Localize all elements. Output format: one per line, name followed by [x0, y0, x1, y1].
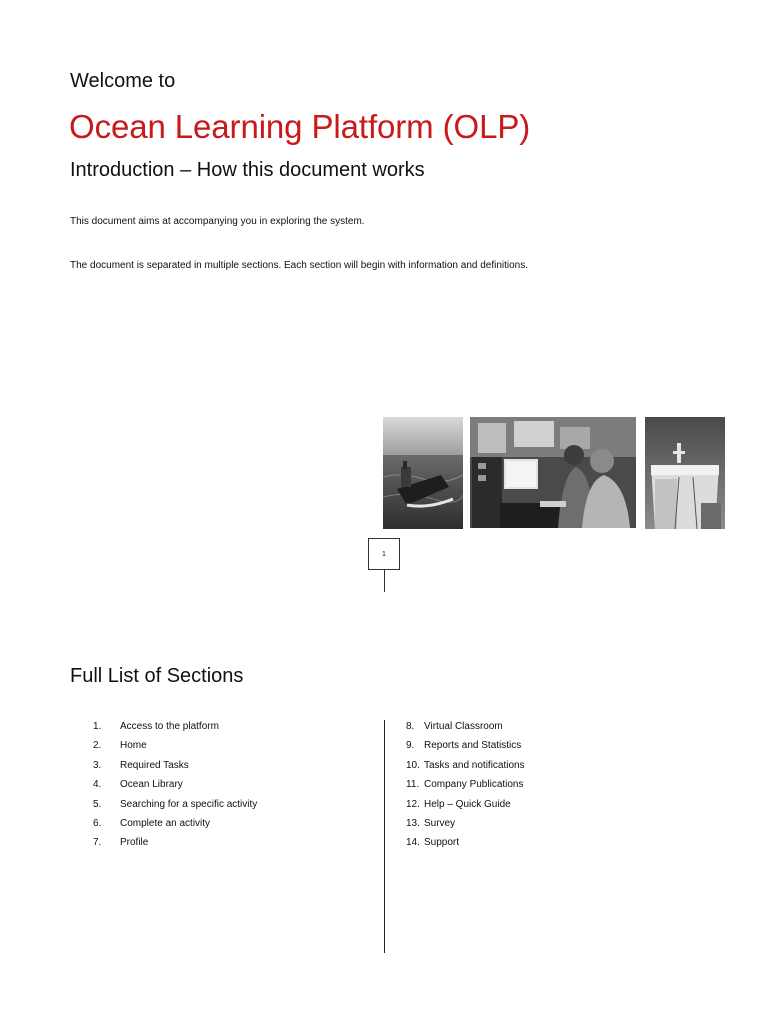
page-subtitle: Introduction – How this document works	[70, 159, 425, 181]
ship-in-port-photo	[645, 417, 725, 529]
welcome-text: Welcome to	[70, 70, 176, 92]
sections-list-right	[406, 721, 525, 857]
section-item: 2. Home	[93, 740, 147, 752]
intro-paragraph-1: This document aims at accompanying you in exploring the system.	[70, 216, 365, 227]
section-item: 12. Help – Quick Guide	[406, 798, 511, 810]
page-number-connector	[384, 570, 385, 592]
section-item: 1. Access to the platform	[93, 721, 219, 732]
section-item: 13. Survey	[406, 817, 456, 829]
column-divider	[384, 720, 385, 953]
crew-at-console-photo	[470, 417, 636, 528]
sections-heading: Full List of Sections	[70, 665, 244, 687]
section-item: 14. Support	[406, 837, 460, 849]
section-item: 9. Reports and Statistics	[406, 740, 522, 752]
section-item: 8. Virtual Classroom	[406, 721, 503, 732]
ship-at-sea-photo	[383, 417, 463, 529]
sections-list-left	[83, 721, 257, 857]
page-title: Ocean Learning Platform (OLP)	[69, 108, 531, 145]
section-item: 3. Required Tasks	[93, 759, 189, 771]
intro-paragraph-2: The document is separated in multiple sections. Each section will begin with information and definitions.	[70, 260, 529, 271]
page-number-box: 1	[368, 538, 400, 570]
section-item: 11. Company Publications	[406, 779, 524, 791]
section-item: 4. Ocean Library	[93, 779, 183, 791]
section-item: 5. Searching for a specific activity	[93, 798, 258, 810]
section-item: 6. Complete an activity	[93, 817, 211, 829]
section-item: 7. Profile	[93, 837, 149, 849]
section-item: 10. Tasks and notifications	[406, 759, 525, 771]
